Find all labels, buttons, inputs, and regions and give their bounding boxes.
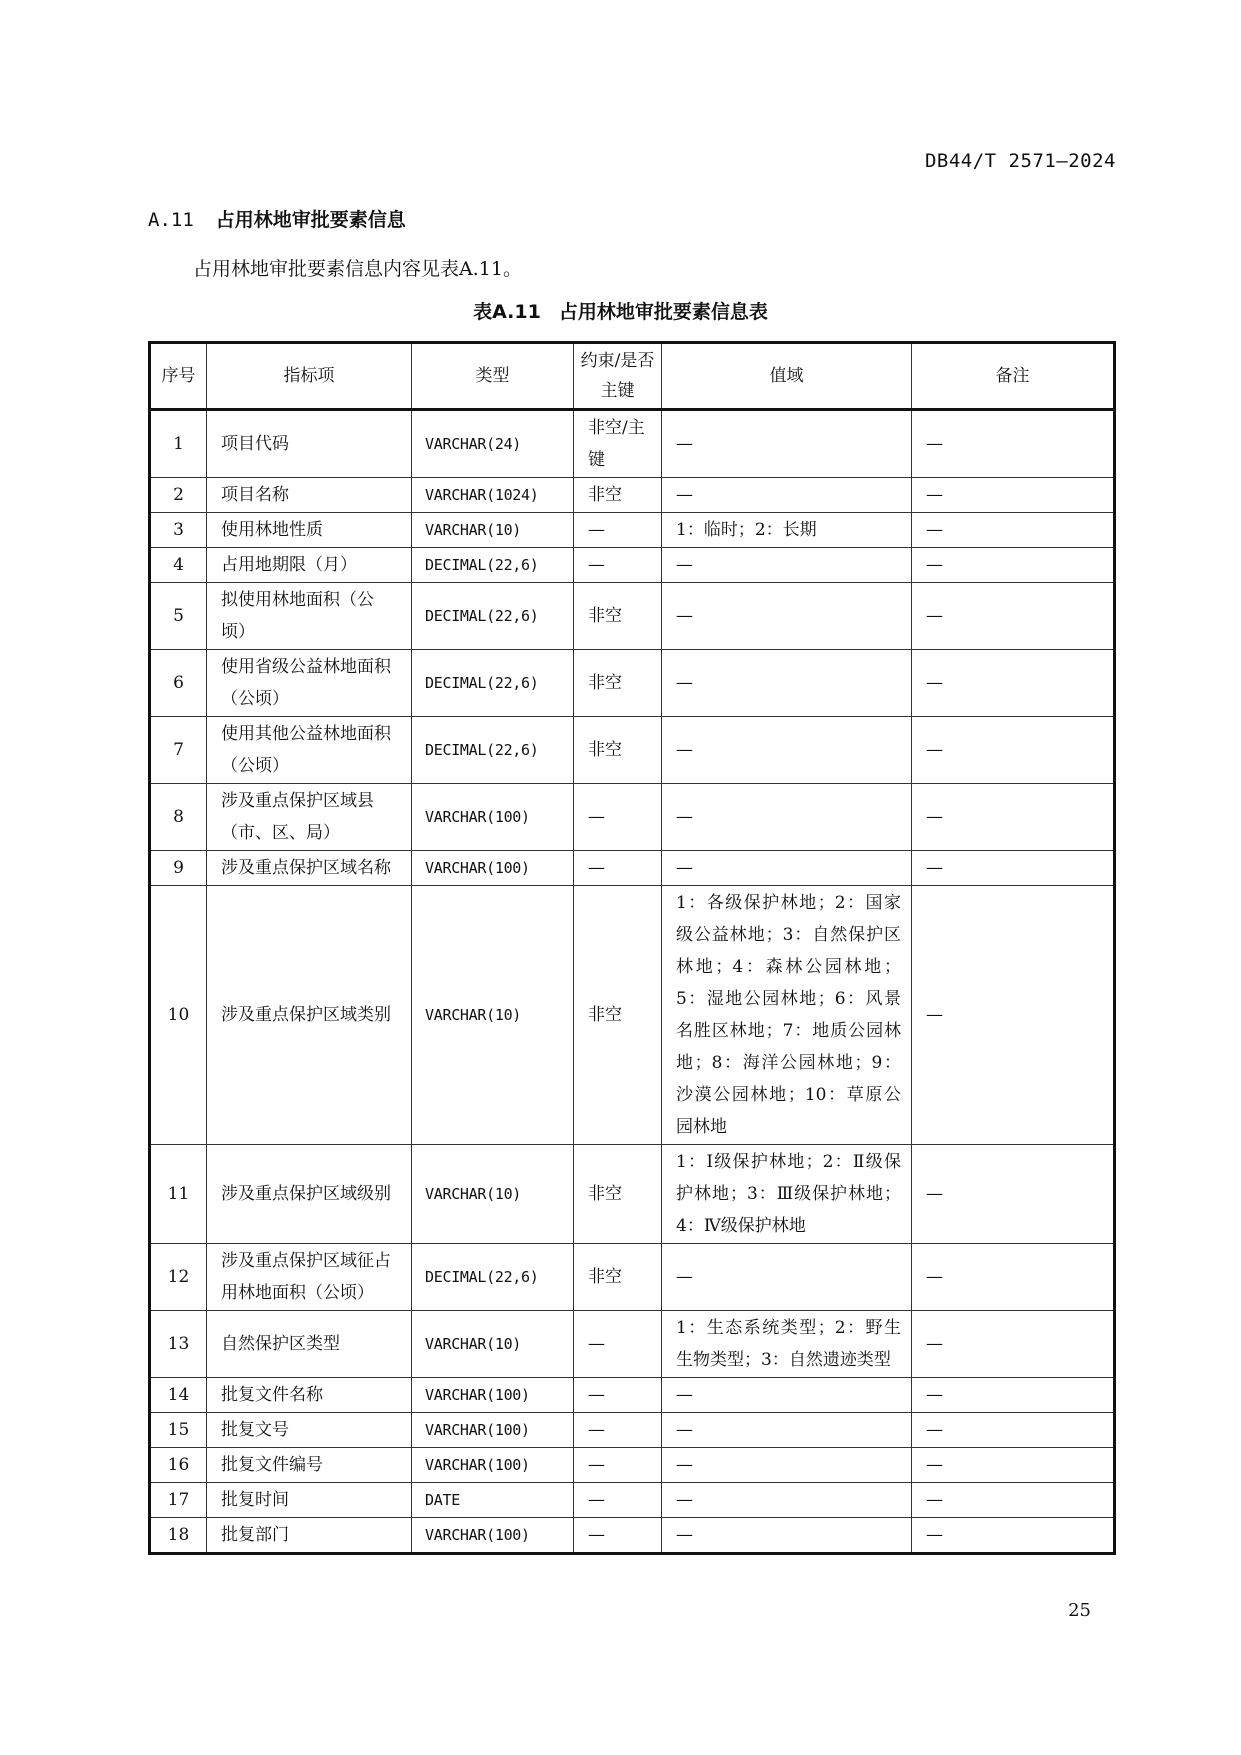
- cell-seq: 3: [150, 513, 207, 548]
- cell-indicator: 批复文件编号: [207, 1448, 412, 1483]
- table-row: [150, 650, 1115, 717]
- cell-seq: 10: [150, 886, 207, 1145]
- cell-type: VARCHAR(10): [412, 513, 574, 548]
- cell-domain: 1：Ⅰ级保护林地；2：Ⅱ级保护林地；3：Ⅲ级保护林地；4：Ⅳ级保护林地: [662, 1145, 912, 1244]
- table-row: [150, 1378, 1115, 1413]
- section-number: A.11: [148, 209, 194, 231]
- cell-seq: 16: [150, 1448, 207, 1483]
- table-row: [150, 851, 1115, 886]
- cell-note: —: [912, 1378, 1115, 1413]
- cell-constraint: 非空: [574, 583, 662, 650]
- cell-note: —: [912, 1145, 1115, 1244]
- cell-constraint: —: [574, 1378, 662, 1413]
- cell-note: —: [912, 583, 1115, 650]
- cell-seq: 12: [150, 1244, 207, 1311]
- cell-seq: 14: [150, 1378, 207, 1413]
- cell-type: VARCHAR(100): [412, 1518, 574, 1554]
- cell-constraint: —: [574, 851, 662, 886]
- cell-domain: —: [662, 548, 912, 583]
- intro-paragraph: 占用林地审批要素信息内容见表A.11。: [193, 258, 522, 280]
- cell-domain: 1：各级保护林地；2：国家级公益林地；3：自然保护区林地；4：森林公园林地；5：湿地公园林地；6：风景名胜区林地；7：地质公园林地；8：海洋公园林地；9：沙漠公园林地；10：草原公园林地: [662, 886, 912, 1145]
- cell-constraint: 非空: [574, 886, 662, 1145]
- cell-type: DECIMAL(22,6): [412, 583, 574, 650]
- header-type: 类型: [412, 343, 574, 410]
- cell-indicator: 项目名称: [207, 478, 412, 513]
- cell-note: —: [912, 548, 1115, 583]
- cell-seq: 17: [150, 1483, 207, 1518]
- cell-constraint: 非空: [574, 1145, 662, 1244]
- cell-domain: —: [662, 717, 912, 784]
- table-row: [150, 410, 1115, 478]
- cell-type: VARCHAR(100): [412, 1448, 574, 1483]
- cell-note: —: [912, 650, 1115, 717]
- table-row: [150, 583, 1115, 650]
- cell-indicator: 使用林地性质: [207, 513, 412, 548]
- header-note: 备注: [912, 343, 1115, 410]
- cell-constraint: —: [574, 1483, 662, 1518]
- cell-domain: —: [662, 851, 912, 886]
- cell-indicator: 批复部门: [207, 1518, 412, 1554]
- cell-type: DATE: [412, 1483, 574, 1518]
- cell-indicator: 涉及重点保护区域名称: [207, 851, 412, 886]
- cell-indicator: 使用其他公益林地面积（公顷）: [207, 717, 412, 784]
- cell-note: —: [912, 1448, 1115, 1483]
- cell-constraint: 非空: [574, 1244, 662, 1311]
- cell-note: —: [912, 1518, 1115, 1554]
- table-caption: [0, 297, 1241, 324]
- cell-indicator: 涉及重点保护区域县（市、区、局）: [207, 784, 412, 851]
- cell-type: VARCHAR(100): [412, 1378, 574, 1413]
- cell-domain: —: [662, 1413, 912, 1448]
- cell-seq: 9: [150, 851, 207, 886]
- cell-domain: —: [662, 1448, 912, 1483]
- cell-note: —: [912, 1483, 1115, 1518]
- table-body: [150, 410, 1115, 1554]
- cell-domain: —: [662, 410, 912, 478]
- table-caption-number: 表A.11: [473, 301, 541, 323]
- cell-domain: —: [662, 1378, 912, 1413]
- cell-seq: 6: [150, 650, 207, 717]
- table-row: [150, 784, 1115, 851]
- section-title: 占用林地审批要素信息: [215, 209, 406, 231]
- cell-indicator: 批复文号: [207, 1413, 412, 1448]
- cell-indicator: 占用地期限（月）: [207, 548, 412, 583]
- cell-note: —: [912, 478, 1115, 513]
- table-row: [150, 1448, 1115, 1483]
- table-row: [150, 1311, 1115, 1378]
- cell-constraint: 非空: [574, 717, 662, 784]
- header-indicator: 指标项: [207, 343, 412, 410]
- cell-indicator: 批复文件名称: [207, 1378, 412, 1413]
- cell-seq: 8: [150, 784, 207, 851]
- cell-note: —: [912, 1244, 1115, 1311]
- cell-indicator: 批复时间: [207, 1483, 412, 1518]
- document-code: DB44/T 2571—2024: [924, 150, 1116, 172]
- cell-domain: —: [662, 1244, 912, 1311]
- cell-constraint: —: [574, 1448, 662, 1483]
- cell-type: VARCHAR(24): [412, 410, 574, 478]
- table-row: [150, 548, 1115, 583]
- cell-indicator: 项目代码: [207, 410, 412, 478]
- cell-indicator: 涉及重点保护区域类别: [207, 886, 412, 1145]
- cell-indicator: 涉及重点保护区域征占用林地面积（公顷）: [207, 1244, 412, 1311]
- cell-note: —: [912, 410, 1115, 478]
- cell-indicator: 使用省级公益林地面积（公顷）: [207, 650, 412, 717]
- table-row: [150, 513, 1115, 548]
- cell-seq: 5: [150, 583, 207, 650]
- cell-constraint: 非空: [574, 650, 662, 717]
- cell-constraint: —: [574, 513, 662, 548]
- cell-type: VARCHAR(100): [412, 851, 574, 886]
- cell-type: VARCHAR(100): [412, 784, 574, 851]
- cell-constraint: —: [574, 548, 662, 583]
- cell-domain: 1：生态系统类型；2：野生生物类型；3：自然遗迹类型: [662, 1311, 912, 1378]
- cell-note: —: [912, 1311, 1115, 1378]
- cell-domain: —: [662, 650, 912, 717]
- cell-type: DECIMAL(22,6): [412, 717, 574, 784]
- table-row: [150, 1145, 1115, 1244]
- cell-type: DECIMAL(22,6): [412, 548, 574, 583]
- cell-domain: —: [662, 784, 912, 851]
- header-constraint: 约束/是否主键: [574, 343, 662, 410]
- table-row: [150, 478, 1115, 513]
- section-heading: [148, 205, 406, 232]
- cell-note: —: [912, 851, 1115, 886]
- element-info-table: [148, 341, 1116, 1555]
- cell-note: —: [912, 886, 1115, 1145]
- cell-seq: 7: [150, 717, 207, 784]
- cell-domain: —: [662, 583, 912, 650]
- cell-domain: 1：临时；2：长期: [662, 513, 912, 548]
- table-row: [150, 1413, 1115, 1448]
- cell-constraint: 非空: [574, 478, 662, 513]
- table-row: [150, 717, 1115, 784]
- cell-type: VARCHAR(10): [412, 1311, 574, 1378]
- table-row: [150, 1244, 1115, 1311]
- header-domain: 值域: [662, 343, 912, 410]
- cell-type: VARCHAR(1024): [412, 478, 574, 513]
- cell-type: VARCHAR(100): [412, 1413, 574, 1448]
- cell-constraint: —: [574, 1311, 662, 1378]
- cell-constraint: 非空/主键: [574, 410, 662, 478]
- table-caption-title: 占用林地审批要素信息表: [558, 301, 768, 323]
- cell-domain: —: [662, 1483, 912, 1518]
- cell-seq: 4: [150, 548, 207, 583]
- cell-indicator: 拟使用林地面积（公顷）: [207, 583, 412, 650]
- cell-type: VARCHAR(10): [412, 1145, 574, 1244]
- cell-constraint: —: [574, 1518, 662, 1554]
- cell-seq: 15: [150, 1413, 207, 1448]
- page-number: 25: [1068, 1600, 1091, 1621]
- cell-domain: —: [662, 1518, 912, 1554]
- cell-type: DECIMAL(22,6): [412, 650, 574, 717]
- cell-seq: 11: [150, 1145, 207, 1244]
- cell-seq: 2: [150, 478, 207, 513]
- cell-note: —: [912, 784, 1115, 851]
- cell-type: VARCHAR(10): [412, 886, 574, 1145]
- cell-constraint: —: [574, 784, 662, 851]
- table-row: [150, 1483, 1115, 1518]
- table-header-row: [150, 343, 1115, 410]
- cell-constraint: —: [574, 1413, 662, 1448]
- cell-seq: 18: [150, 1518, 207, 1554]
- table-row: [150, 1518, 1115, 1554]
- cell-note: —: [912, 513, 1115, 548]
- table-row: [150, 886, 1115, 1145]
- cell-seq: 13: [150, 1311, 207, 1378]
- header-seq: 序号: [150, 343, 207, 410]
- cell-type: DECIMAL(22,6): [412, 1244, 574, 1311]
- cell-note: —: [912, 1413, 1115, 1448]
- cell-seq: 1: [150, 410, 207, 478]
- cell-indicator: 自然保护区类型: [207, 1311, 412, 1378]
- cell-domain: —: [662, 478, 912, 513]
- cell-note: —: [912, 717, 1115, 784]
- cell-indicator: 涉及重点保护区域级别: [207, 1145, 412, 1244]
